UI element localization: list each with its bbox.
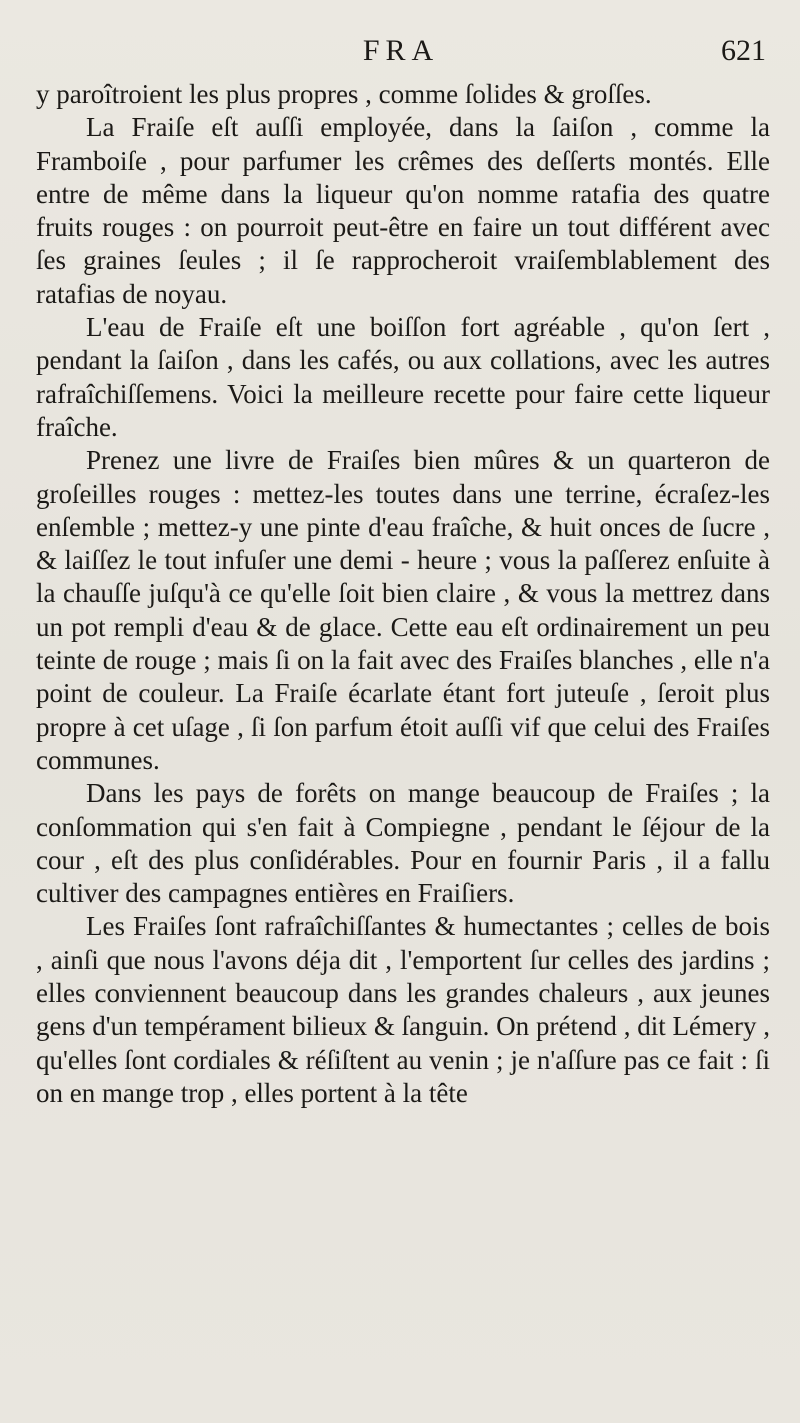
page-number: 621 <box>721 34 766 67</box>
paragraph-pays-de-forets: Dans les pays de forêts on mange beaucoup de Fraiſes ; la conſommation qui s'en fait à Compiegne , pendant le ſéjour de la cour , eſt des plus conſidérables. Pour en fournir Paris , il a fallu cultiver des campagnes entières en Fraiſiers. <box>36 778 770 909</box>
paragraph-recette: Prenez une livre de Fraiſes bien mûres & un quarteron de groſeilles rouges : mettez-les toutes dans une terrine, écraſez-les enſemble ; mettez-y une pinte d'eau fraîche, & huit onces de ſucre , & laiſſez le tout infuſer une demi - heure ; vous la paſſerez enſuite à la chauſſe juſqu'à ce qu'elle ſoit bien claire , & vous la mettrez dans un pot rempli d'eau & de glace. Cette eau eſt ordinairement un peu teinte de rouge ; mais ſi on la fait avec des Fraiſes blanches , elle n'a point de couleur. La Fraiſe écarlate étant fort juteuſe , ſeroit plus propre à cet uſage , ſi ſon parfum étoit auſſi vif que celui des Fraiſes communes. <box>36 445 770 775</box>
paragraph-fraise-parfum: La Fraiſe eſt auſſi employée, dans la ſaiſon , comme la Framboiſe , pour parfumer les crêmes des deſſerts montés. Elle entre de même dans la liqueur qu'on nomme ratafia des quatre fruits rouges : on pourroit peut-être en faire un tout différent avec ſes graines ſeules ; il ſe rapprocheroit vraiſemblablement des ratafias de noyau. <box>36 112 770 309</box>
running-head-title: FRA <box>362 34 440 67</box>
running-head <box>36 34 766 74</box>
body-text <box>36 78 770 1110</box>
paragraph-eau-de-fraise: L'eau de Fraiſe eſt une boiſſon fort agréable , qu'on ſert , pendant la ſaiſon , dans les cafés, ou aux collations, avec les autres rafraîchiſſemens. Voici la meilleure recette pour faire cette liqueur fraîche. <box>36 312 770 442</box>
paragraph-proprietes: Les Fraiſes ſont rafraîchiſſantes & humectantes ; celles de bois , ainſi que nous l'avons déja dit , l'emportent ſur celles des jardins ; elles conviennent beaucoup dans les grandes chaleurs , aux jeunes gens d'un tempérament bilieux & ſanguin. On prétend , dit Lémery , qu'elles ſont cordiales & réſiſtent au venin ; je n'aſſure pas ce fait : ſi on en mange trop , elles portent à la tête <box>36 911 770 1108</box>
paragraph-continuation: y paroîtroient les plus propres , comme ſolides & groſſes. <box>36 79 652 109</box>
